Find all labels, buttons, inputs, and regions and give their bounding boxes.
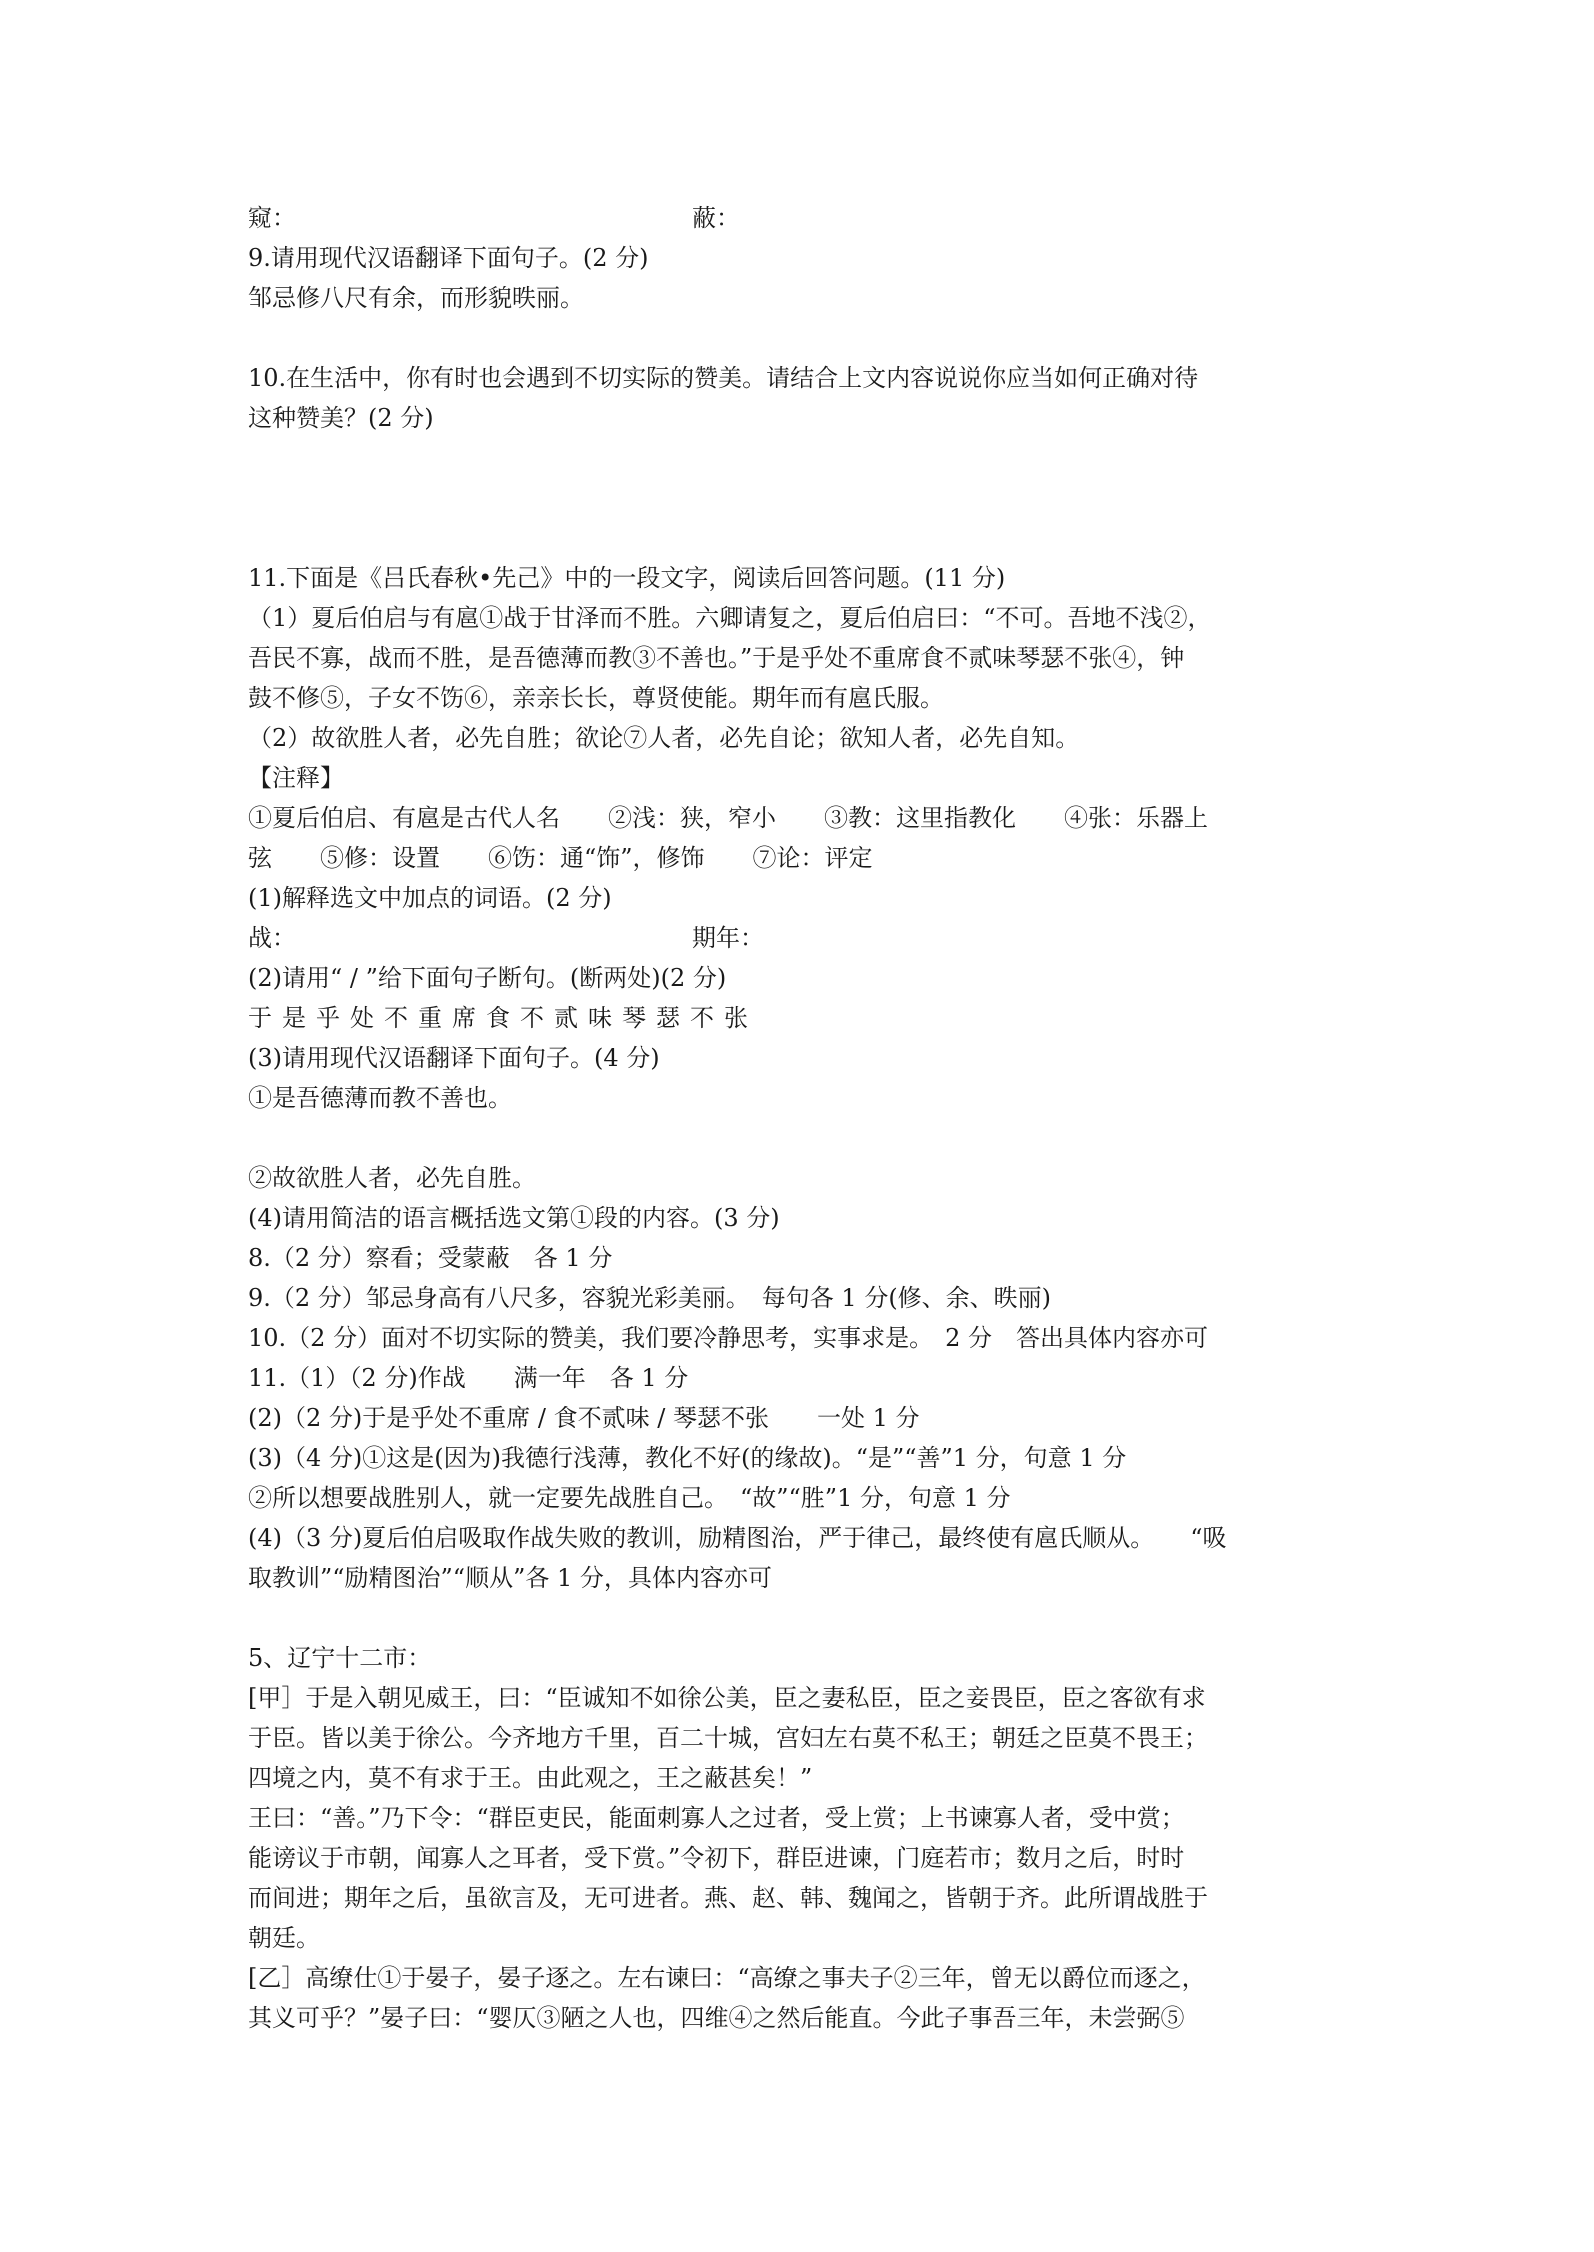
section5-line: 王曰：“善。”乃下令：“群臣吏民，能面刺寡人之过者，受上赏；上书谏寡人者，受中赏； bbox=[248, 1804, 1185, 1832]
q11-note-line: 弦 ⑤修：设置 ⑥饬：通“饰”，修饰 ⑦论：评定 bbox=[248, 844, 873, 872]
answer-line: (3)（4 分)①这是(因为)我德行浅薄，教化不好(的缘故)。“是”“善”1 分，句意 1 分 bbox=[248, 1444, 1127, 1472]
answer-line: ②所以想要战胜别人，就一定要先战胜自己。 “故”“胜”1 分，句意 1 分 bbox=[248, 1484, 1011, 1512]
q11-notes-title: 【注释】 bbox=[248, 764, 344, 792]
q10-line-1: 10.在生活中，你有时也会遇到不切实际的赞美。请结合上文内容说说你应当如何正确对待 bbox=[248, 364, 1199, 392]
answer-line: 10.（2 分）面对不切实际的赞美，我们要冷静思考，实事求是。 2 分 答出具体内容亦可 bbox=[248, 1324, 1208, 1352]
q11-passage-line: （1）夏后伯启与有扈①战于甘泽而不胜。六卿请复之，夏后伯启曰：“不可。吾地不浅②， bbox=[248, 604, 1212, 632]
q8-answer-row bbox=[248, 198, 1366, 238]
q11-sub2-sentence: 于是乎处不重席食不贰味琴瑟不张 bbox=[248, 1004, 758, 1032]
q11-passage-line: 吾民不寡，战而不胜，是吾德薄而教③不善也。”于是乎处不重席食不贰味琴瑟不张④，钟 bbox=[248, 644, 1185, 672]
q9-sentence: 邹忌修八尺有余，而形貌昳丽。 bbox=[248, 284, 584, 312]
answer-line: 取教训”“励精图治”“顺从”各 1 分，具体内容亦可 bbox=[248, 1564, 772, 1592]
answer-line: 8.（2 分）察看；受蒙蔽 各 1 分 bbox=[248, 1244, 613, 1272]
q9-prompt: 9.请用现代汉语翻译下面句子。(2 分) bbox=[248, 244, 649, 272]
answer-line: (4)（3 分)夏后伯启吸取作战失败的教训，励精图治，严于律己，最终使有扈氏顺从。 “吸 bbox=[248, 1524, 1227, 1552]
answer-line: 9.（2 分）邹忌身高有八尺多，容貌光彩美丽。 每句各 1 分(修、余、昳丽) bbox=[248, 1284, 1052, 1312]
q11-passage-line: 鼓不修⑤，子女不饬⑥，亲亲长长，尊贤使能。期年而有扈氏服。 bbox=[248, 684, 944, 712]
q11-sub4-prompt: (4)请用简洁的语言概括选文第①段的内容。(3 分) bbox=[248, 1204, 780, 1232]
q11-sub2-prompt: (2)请用“ / ”给下面句子断句。(断两处)(2 分) bbox=[248, 964, 727, 992]
q11-sub3-item-1: ①是吾德薄而教不善也。 bbox=[248, 1084, 512, 1112]
section5-line: 能谤议于市朝，闻寡人之耳者，受下赏。”令初下，群臣进谏，门庭若市；数月之后，时时 bbox=[248, 1844, 1185, 1872]
section5-line: 而间进；期年之后，虽欲言及，无可进者。燕、赵、韩、魏闻之，皆朝于齐。此所谓战胜于 bbox=[248, 1884, 1208, 1912]
answer-line: (2)（2 分)于是乎处不重席 / 食不贰味 / 琴瑟不张 一处 1 分 bbox=[248, 1404, 920, 1432]
q11-sub1-row bbox=[248, 918, 1366, 958]
q11-sub3-prompt: (3)请用现代汉语翻译下面句子。(4 分) bbox=[248, 1044, 660, 1072]
q11-blank-zhan: 战： bbox=[248, 924, 296, 952]
q8-blank-kui: 窥： bbox=[248, 204, 296, 232]
q8-blank-bi: 蔽： bbox=[692, 204, 740, 232]
answer-line: 11.（1）（2 分)作战 满一年 各 1 分 bbox=[248, 1364, 689, 1392]
section5-line: 其义可乎？”晏子曰：“婴仄③陋之人也，四维④之然后能直。今此子事吾三年，未尝弼⑤ bbox=[248, 2004, 1185, 2032]
q11-blank-jinian: 期年： bbox=[692, 924, 764, 952]
q10-line-2: 这种赞美？(2 分) bbox=[248, 404, 434, 432]
section5-line: 朝廷。 bbox=[248, 1924, 320, 1952]
section5-title: 5、辽宁十二市： bbox=[248, 1644, 432, 1672]
q11-sub3-item-2: ②故欲胜人者，必先自胜。 bbox=[248, 1164, 536, 1192]
q11-passage-line: （2）故欲胜人者，必先自胜；欲论⑦人者，必先自论；欲知人者，必先自知。 bbox=[248, 724, 1080, 752]
q11-sub1-prompt: (1)解释选文中加点的词语。(2 分) bbox=[248, 884, 612, 912]
section5-line: 于臣。皆以美于徐公。今齐地方千里，百二十城，宫妇左右莫不私王；朝廷之臣莫不畏王； bbox=[248, 1724, 1208, 1752]
section5-line: [乙］高缭仕①于晏子，晏子逐之。左右谏曰：“高缭之事夫子②三年，曾无以爵位而逐之， bbox=[248, 1964, 1206, 1992]
section5-line: [甲］于是入朝见威王，曰：“臣诚知不如徐公美，臣之妻私臣，臣之妾畏臣，臣之客欲有求 bbox=[248, 1684, 1206, 1712]
section5-line: 四境之内，莫不有求于王。由此观之，王之蔽甚矣！” bbox=[248, 1764, 813, 1792]
q11-note-line: ①夏后伯启、有扈是古代人名 ②浅：狭，窄小 ③教：这里指教化 ④张：乐器上 bbox=[248, 804, 1208, 832]
q11-prompt: 11.下面是《吕氏春秋•先己》中的一段文字，阅读后回答问题。(11 分) bbox=[248, 564, 1006, 592]
